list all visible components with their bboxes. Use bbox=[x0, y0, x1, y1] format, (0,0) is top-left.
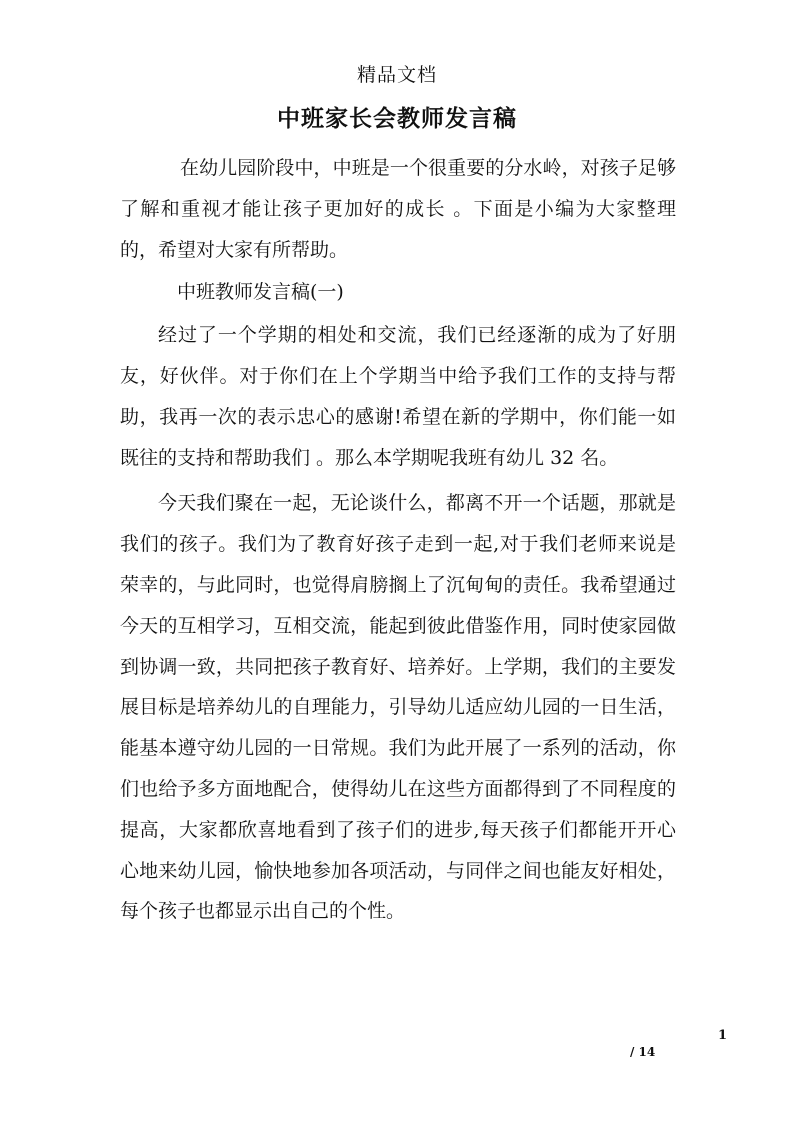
page-header: 精品文档 bbox=[356, 64, 437, 86]
document-title: 中班家长会教师发言稿 bbox=[277, 105, 517, 132]
document-body bbox=[120, 148, 676, 932]
page-number: 1 bbox=[718, 1028, 728, 1043]
section-subheading: 中班教师发言稿(一) bbox=[177, 281, 344, 304]
body-paragraph-1: 经过了一个学期的相处和交流，我们已经逐渐的成为了好朋友，好伙伴。对于你们在上个学期当中给予我们工作的支持与帮助，我再一次的表示忠心的感谢!希望在新的学期中，你们能一如既往的支持和帮助我们 。那么本学期呢我班有幼儿 32 名。 bbox=[120, 324, 676, 469]
page-total: / 14 bbox=[630, 1045, 656, 1059]
body-paragraph-2: 今天我们聚在一起，无论谈什么，都离不开一个话题，那就是我们的孩子。我们为了教育好孩子走到一起,对于我们老师来说是荣幸的，与此同时，也觉得肩膀搁上了沉甸甸的责任。我希望通过今天的互相学习，互相交流，能起到彼此借鉴作用，同时使家园做到协调一致，共同把孩子教育好、培养好。上学期，我们的主要发展目标是培养幼儿的自理能力，引导幼儿适应幼儿园的一日生活，能基本遵守幼儿园的一日常规。我们为此开展了一系列的活动，你们也给予多方面地配合，使得幼儿在这些方面都得到了不同程度的提高，大家都欣喜地看到了孩子们的进步,每天孩子们都能开开心心地来幼儿园，愉快地参加各项活动，与同伴之间也能友好相处，每个孩子也都显示出自己的个性。 bbox=[120, 492, 676, 923]
intro-paragraph: 在幼儿园阶段中，中班是一个很重要的分水岭，对孩子足够了解和重视才能让孩子更加好的成长 。下面是小编为大家整理的，希望对大家有所帮助。 bbox=[120, 157, 676, 261]
